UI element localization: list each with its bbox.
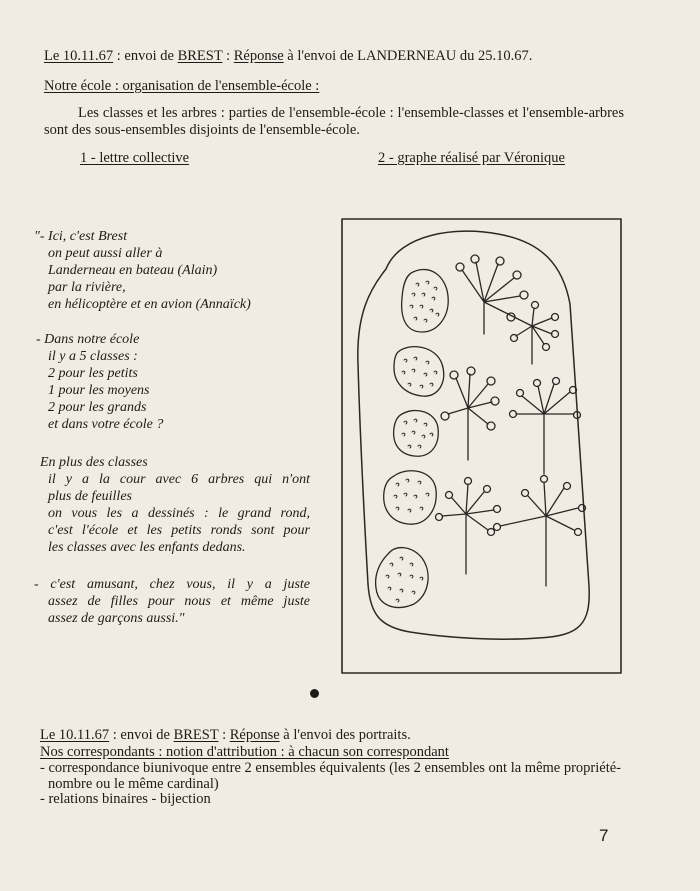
header-sep1: : envoi de: [113, 48, 178, 64]
bullet-dot: [310, 689, 319, 698]
header-rest: à l'envoi de LANDERNEAU du 25.10.67.: [283, 48, 533, 64]
letter-line: assez de garçons aussi.": [48, 611, 185, 626]
letter-line: 2 pour les grands: [48, 400, 147, 415]
class-oval: [402, 269, 449, 332]
letter-line: - c'est amusant, chez vous, il y a juste: [34, 577, 310, 592]
class-oval: [394, 347, 444, 397]
letter-line: Landerneau en bateau (Alain): [48, 263, 218, 278]
veronique-graph-drawing: [338, 214, 628, 674]
header-reply: Réponse: [233, 48, 284, 64]
section2-sep2: :: [218, 727, 230, 743]
section2-bullet: - relations binaires - bijection: [40, 791, 211, 807]
section1-title: Notre école : organisation de l'ensemble-école :: [44, 78, 320, 94]
tree-drawing: [510, 378, 581, 475]
letter-line: 2 pour les petits: [48, 366, 138, 381]
letter-line: on vous les a dessinés : le grand rond,: [48, 506, 310, 521]
section2-rest: à l'envoi des portraits.: [279, 727, 411, 743]
header-date: Le 10.11.67: [44, 48, 114, 64]
section1-paragraph: Les classes et les arbres : parties de l'ensemble-école : l'ensemble-classes et l'ensemble-arbres sont des sous-ensembles disjoints de l'ensemble-école.: [44, 105, 624, 138]
tree-drawing: [436, 478, 501, 575]
letter-line: - Dans notre école: [36, 332, 140, 347]
left-column-heading: 1 - lettre collective: [80, 150, 190, 166]
tree-drawing: [508, 302, 559, 365]
letter-line: c'est l'école et les petits ronds sont pour: [48, 523, 310, 538]
letter-line: "- Ici, c'est Brest: [34, 229, 128, 244]
tree-drawing: [494, 476, 586, 587]
letter-line: en hélicoptère et en avion (Annaïck): [48, 297, 251, 312]
page-number: 7: [599, 826, 609, 845]
letter-line: et dans votre école ?: [48, 417, 164, 432]
tree-drawing: [441, 367, 499, 460]
school-outline: [358, 231, 589, 639]
section2-title: Nos correspondants : notion d'attribution : à chacun son correspondant: [40, 744, 449, 760]
header-line: [44, 48, 532, 65]
letter-line: il y a la cour avec 6 arbres qui n'ont: [48, 472, 310, 487]
section2-date: Le 10.11.67: [40, 727, 110, 743]
letter-line: assez de filles pour nous et même juste: [48, 594, 310, 609]
letter-line: il y a 5 classes :: [48, 349, 138, 364]
letter-line: les classes avec les enfants dedans.: [48, 540, 246, 555]
section2-bullet: - correspondance biunivoque entre 2 ensembles équivalents (les 2 ensembles ont la même propriété-nombre ou le même cardinal): [40, 760, 622, 792]
section2-header: [40, 727, 411, 744]
letter-line: plus de feuilles: [48, 489, 132, 504]
right-column-heading: 2 - graphe réalisé par Véronique: [378, 150, 565, 166]
section2-sep1: : envoi de: [109, 727, 174, 743]
letter-line: on peut aussi aller à: [48, 246, 163, 261]
tree-drawing: [456, 255, 528, 334]
letter-line: par la rivière,: [48, 280, 126, 295]
letter-line: En plus des classes: [40, 455, 148, 470]
header-sep2: :: [222, 48, 234, 64]
class-oval: [394, 410, 439, 456]
class-oval: [384, 471, 437, 524]
class-oval: [376, 548, 429, 608]
letter-line: 1 pour les moyens: [48, 383, 150, 398]
section2-reply: Réponse: [229, 727, 280, 743]
header-from: BREST: [177, 48, 223, 64]
section2-from: BREST: [173, 727, 219, 743]
